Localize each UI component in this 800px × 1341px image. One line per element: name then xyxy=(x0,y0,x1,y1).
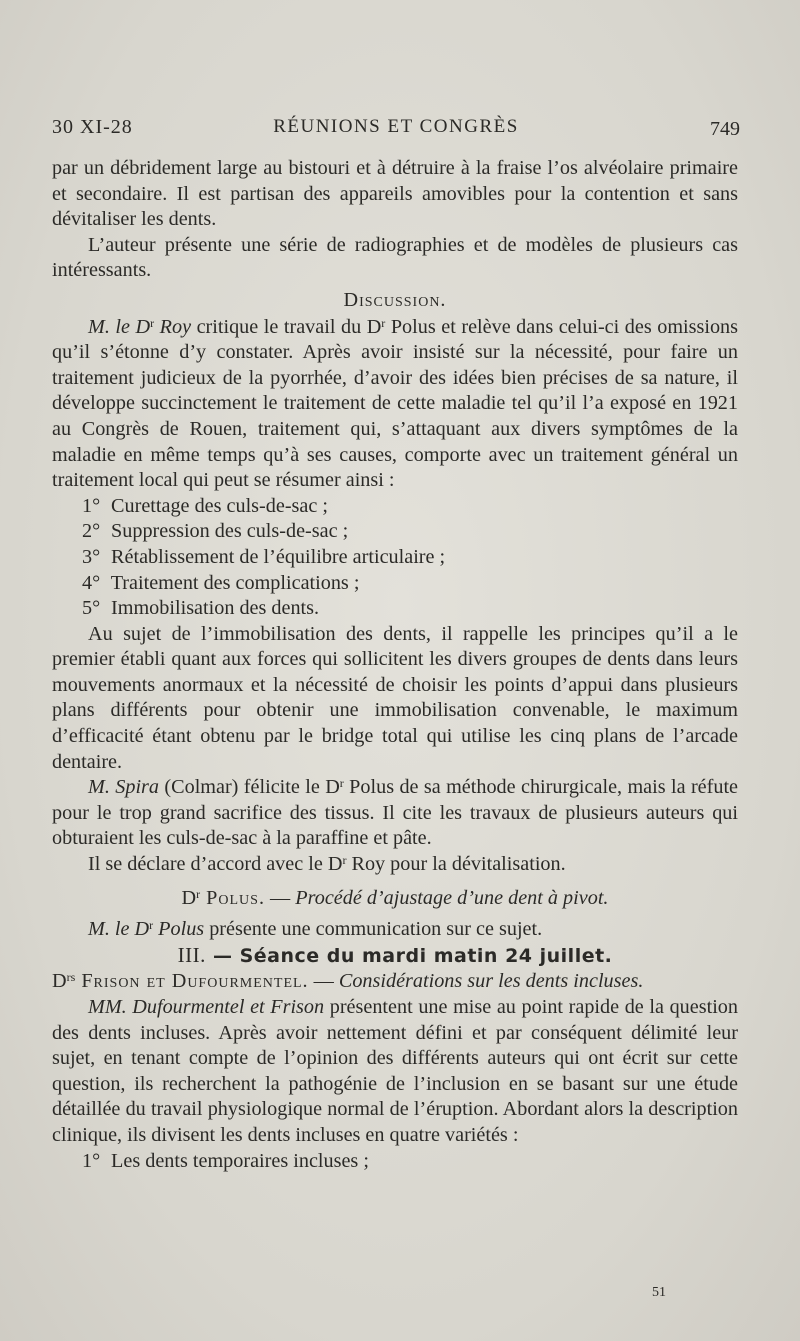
list-item-text: Les dents temporaires incluses ; xyxy=(111,1149,369,1172)
polus-title: Procédé d’ajustage d’une dent à pivot. xyxy=(295,886,609,909)
incluses-list xyxy=(52,1149,738,1175)
roy-sup: r xyxy=(381,315,386,330)
list-item-number: 5° xyxy=(82,597,101,620)
list-item xyxy=(52,571,738,597)
accord-text-b: Roy pour la dévitalisation. xyxy=(346,853,566,876)
frison-sup: rs xyxy=(66,970,76,985)
list-item xyxy=(52,519,738,545)
paragraph-accord xyxy=(52,852,738,878)
roy-text-b: Polus et relève dans celui-ci des omissions qu’il s’étonne d’y constater. Après avoir insisté sur la nécessité, pour faire un traitement judicieux de la pyorrhée, d’avoir des idées bien précises de sa nature, il développe succinctement le traitement de cette maladie tel qu’il l’a exposé en 1921 au Congrès de Rouen, traitement qui, s’attaquant aux divers symptômes de la maladie en même temps qu’à ses causes, comporte avec un traitement général un traitement local qui peut se résumer ainsi : xyxy=(52,315,739,492)
paragraph-roy xyxy=(52,315,738,494)
spira-text-b: Polus de sa méthode chirurgicale, mais la réfute pour le trop grand sacrifice des tissus. Il cite les travaux de plusieurs auteurs qui obturaient les culs-de-sac à la paraffine et pâte. xyxy=(52,776,739,850)
list-item xyxy=(52,494,738,520)
list-item-text: Rétablissement de l’équilibre articulaire ; xyxy=(111,545,446,568)
roy-text-a: critique le travail du D xyxy=(191,315,382,338)
frison-speakers: MM. Dufourmentel et Frison xyxy=(88,996,325,1018)
polus-comm-prefix: M. le D xyxy=(88,918,150,941)
list-item xyxy=(52,545,738,571)
list-item-number: 3° xyxy=(82,545,101,568)
polus-sup: r xyxy=(196,886,201,901)
list-item xyxy=(52,596,738,622)
frison-communication-title xyxy=(52,969,738,995)
roy-speaker-name: Roy xyxy=(159,315,192,338)
frison-title: Considérations sur les dents incluses. xyxy=(338,970,644,993)
paragraph-polus xyxy=(52,917,738,943)
list-item xyxy=(52,1149,738,1175)
list-item-text: Traitement des complications ; xyxy=(110,571,360,594)
page-number: 749 xyxy=(710,118,740,140)
treatment-list xyxy=(52,494,738,622)
list-item-number: 1° xyxy=(82,494,101,517)
polus-communication-title xyxy=(52,886,738,912)
spira-speaker: M. Spira xyxy=(88,776,160,799)
list-item-number: 1° xyxy=(82,1149,101,1172)
polus-comm-name: Polus xyxy=(153,918,205,941)
frison-dash: — xyxy=(308,970,339,993)
list-item-number: 2° xyxy=(82,520,101,543)
roy-speaker-prefix: M. le D xyxy=(88,315,151,338)
list-item-text: Immobilisation des dents. xyxy=(111,597,320,620)
list-item-text: Suppression des culs-de-sac ; xyxy=(111,520,349,543)
paragraph-frison xyxy=(52,995,738,1149)
list-item-text: Curettage des culs-de-sac ; xyxy=(111,494,328,517)
polus-prefix: D xyxy=(181,886,197,909)
signature-mark: 51 xyxy=(652,1285,666,1300)
accord-sup: r xyxy=(342,853,347,868)
frison-prefix: D xyxy=(52,970,67,993)
paragraph-radiographies: L’auteur présente une série de radiographies et de modèles de plusieurs cas intéressants. xyxy=(52,233,738,282)
polus-comm-sup: r xyxy=(149,918,154,933)
polus-name: Polus. xyxy=(200,886,265,909)
paragraph-immobilisation: Au sujet de l’immobilisation des dents, il rappelle les principes qu’il a le premier établi quant aux forces qui sollicitent les divers groupes de dents dans leurs mouvements anormaux et la nécessité de choisir les points d’appui dans plusieurs plans différents pour obtenir une immobilisation convenable, le maximum d’efficacité étant obtenu par le bridge total qui utilise les cinq plans de l’arcade dentaire. xyxy=(52,622,738,773)
accord-text-a: Il se déclare d’accord avec le D xyxy=(88,853,343,876)
polus-dash: — xyxy=(265,886,296,909)
section-heading-seance xyxy=(52,943,738,970)
frison-text: présentent une mise au point rapide de la question des dents incluses. Après avoir nettement défini et par conséquent délimité leur sujet, en tenant compte de l’opinion des différents auteurs qui ont écrit sur cette question, ils recherchent la pathogénie de l’inclusion en se basant sur une étude détaillée du travail physiologique normal de l’éruption. Abordant alors la description clinique, ils divisent les dents incluses en quatre variétés : xyxy=(52,996,738,1146)
frison-names: Frison et Dufourmentel. xyxy=(75,970,309,993)
header-date: 30 XI-28 xyxy=(52,116,133,138)
section-roman-numeral: III. xyxy=(177,942,206,967)
roy-speaker-sup: r xyxy=(150,315,155,330)
list-item-number: 4° xyxy=(82,571,101,594)
page-body xyxy=(52,156,738,1174)
page-header xyxy=(52,116,740,146)
spira-text-a: (Colmar) félicite le D xyxy=(159,776,340,799)
running-title: RÉUNIONS ET CONGRÈS xyxy=(273,116,519,137)
polus-comm-text: présente une communication sur ce sujet. xyxy=(204,918,543,941)
discussion-heading: Discussion. xyxy=(343,288,447,311)
spira-sup: r xyxy=(339,776,344,791)
paragraph-debridement: par un débridement large au bistouri et à détruire à la fraise l’os alvéolaire primaire et secondaire. Il est partisan des appareils amovibles pour la contention et sans dévitaliser les dents. xyxy=(52,157,738,231)
paragraph-spira xyxy=(52,775,738,852)
section-heading-text: — Séance du mardi matin 24 juillet. xyxy=(205,944,613,967)
